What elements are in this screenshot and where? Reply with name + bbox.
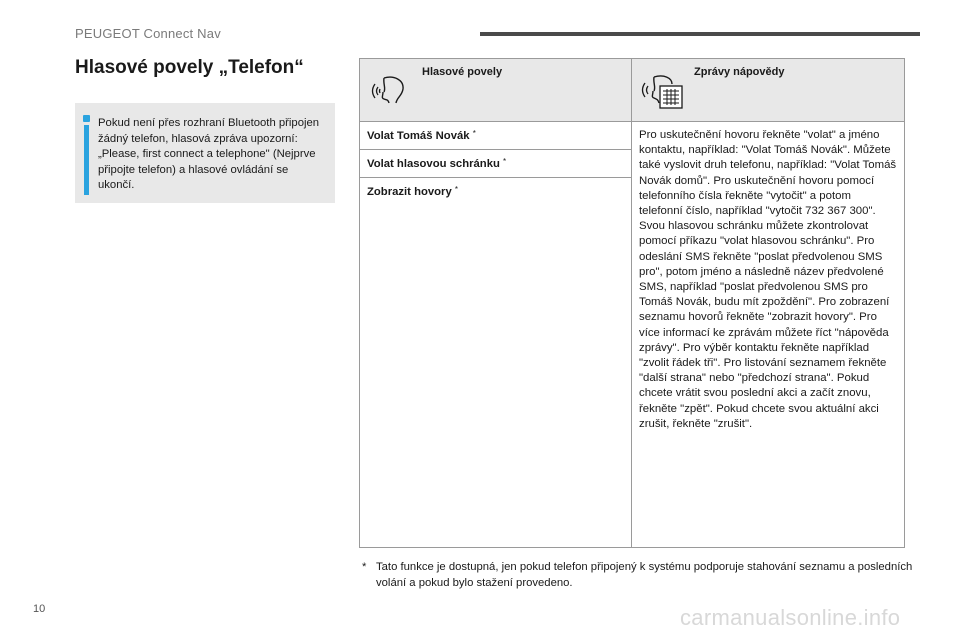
footnote-mark: * — [503, 157, 507, 166]
column-header-commands — [360, 59, 632, 122]
voice-commands-table — [359, 58, 905, 548]
voice-help-icon — [640, 72, 684, 110]
help-text: Pro uskutečnění hovoru řekněte "volat" a jméno kontaktu, například: "Volat Tomáš Novák". Můžete také vyslovit druh telefonu, například: "Volat Tomáš Novák domů". Pro uskutečnění hovoru pomocí telefonního čísla řekněte "vytočit" a potom telefonní číslo, například "vytočit 732 367 300". Svou hlasovou schránku můžete zkontrolovat pomocí příkazu "volat hlasovou schránku". Pro odeslání SMS řekněte "poslat předvolenou SMS pro", potom jméno a následně název předvolené SMS, například "poslat předvolenou SMS pro Tomáš Novák, budu mít zpoždění". Pro zobrazení seznamu hovorů řekněte "zobrazit hovory". Pro více informací ke zprávám můžete říct "nápověda zprávy". Pro výběr kontaktu řekněte například "zvolit řádek tři". Pro listování seznamem řekněte "další strana" nebo "předchozí strana". Pokud chcete vrátit svou poslední akci a začít znovu, řekněte "zpět". Pokud chcete svou aktuální akci zrušit, řekněte "zrušit". — [639, 129, 897, 430]
page-number: 10 — [33, 603, 46, 615]
info-box — [75, 103, 335, 203]
command-label: Volat Tomáš Novák — [367, 130, 470, 142]
command-cell — [360, 122, 632, 150]
footnote-text: Tato funkce je dostupná, jen pokud telefon připojený k systému podporuje stahování seznamu a posledních volání a pokud bylo stažení provedeno. — [376, 561, 913, 589]
footnote-star: * — [362, 561, 367, 573]
table-header-row — [360, 59, 905, 122]
command-label: Zobrazit hovory — [367, 186, 452, 198]
column-header-help — [632, 59, 905, 122]
page-title: Hlasové povely „Telefon“ — [75, 57, 304, 78]
command-cell — [360, 150, 632, 178]
watermark: carmanualsonline.info — [680, 605, 901, 630]
header-title: PEUGEOT Connect Nav — [75, 26, 221, 41]
help-text-cell — [632, 122, 905, 548]
footnote-mark: * — [472, 129, 476, 138]
info-text: Pokud není přes rozhraní Bluetooth připojen žádný telefon, hlasová zpráva upozorní: „Please, first connect a telephone" (Nejprve připojte telefon) a hlasové ovládání se ukončí. — [98, 117, 320, 191]
info-icon — [83, 115, 90, 195]
footnote-mark: * — [454, 185, 458, 194]
command-cell — [360, 178, 632, 548]
voice-command-icon — [370, 72, 406, 108]
footnote — [362, 560, 922, 591]
table-row — [360, 122, 905, 150]
command-label: Volat hlasovou schránku — [367, 158, 500, 170]
column-header-commands-label: Hlasové povely — [422, 66, 503, 78]
header-rule — [480, 32, 920, 36]
column-header-help-label: Zprávy nápovědy — [694, 66, 785, 78]
